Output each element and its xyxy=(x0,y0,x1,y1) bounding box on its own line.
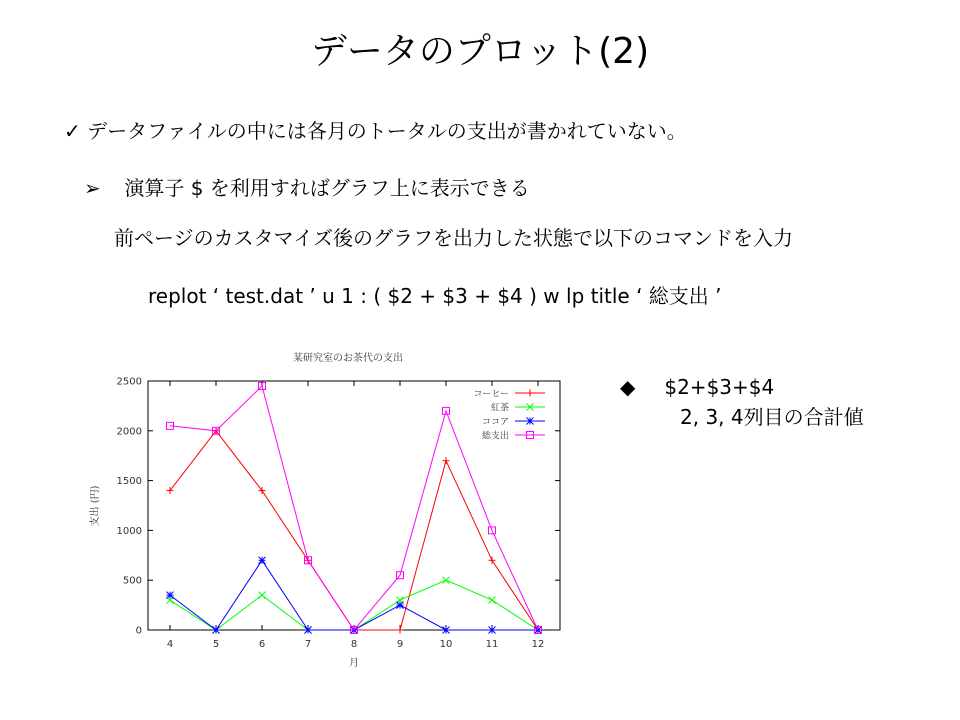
point-star xyxy=(167,592,174,599)
point-cross xyxy=(489,597,496,604)
point-star xyxy=(527,418,534,425)
chart-title: 某研究室のお茶代の支出 xyxy=(293,353,403,364)
series-1 xyxy=(167,427,542,633)
legend-item xyxy=(482,430,545,442)
legend-item xyxy=(473,390,545,400)
series-line xyxy=(170,560,538,630)
x-tick-label: 5 xyxy=(212,639,220,650)
point-cross xyxy=(443,577,450,584)
spending-chart xyxy=(80,346,580,676)
x-tick-label: 12 xyxy=(531,639,545,650)
x-tick-label: 11 xyxy=(485,639,499,650)
note-body-text: 2, 3, 4列目の合計値 xyxy=(680,405,864,429)
bullet-sub-text: 演算子 $ を利用すればグラフ上に表示できる xyxy=(124,176,530,200)
diamond-bullet-icon: ◆ xyxy=(620,375,636,399)
bullet-sub xyxy=(84,174,530,202)
x-tick-label: 8 xyxy=(350,639,358,650)
command-text: replot ‘ test.dat ’ u 1 : ( $2 + $3 + $4 ) w lp title ‘ 総支出 ’ xyxy=(148,284,722,308)
chart-xlabel: 月 xyxy=(349,658,359,669)
series-line xyxy=(170,580,538,630)
point-star xyxy=(489,627,496,634)
point-cross xyxy=(259,592,266,599)
bullet-main xyxy=(64,116,687,146)
legend-item xyxy=(491,402,545,414)
y-tick-label: 2000 xyxy=(116,426,142,438)
x-tick-label: 9 xyxy=(396,639,404,650)
chart-ylabel: 支出 (円) xyxy=(90,485,101,527)
legend-label: ココア xyxy=(481,417,509,428)
bullet-main-text: データファイルの中には各月のトータルの支出が書かれていない。 xyxy=(87,119,687,143)
point-star xyxy=(259,557,266,564)
check-icon: ✓ xyxy=(64,119,81,143)
x-tick-label: 6 xyxy=(258,639,266,650)
series-2 xyxy=(167,577,542,634)
series-3 xyxy=(167,557,542,634)
point-plus xyxy=(527,390,534,397)
legend-label: 総支出 xyxy=(481,431,509,442)
y-tick-label: 2500 xyxy=(116,376,142,388)
legend-label: 紅茶 xyxy=(490,403,509,414)
point-plus xyxy=(489,557,496,564)
x-tick-label: 7 xyxy=(304,639,312,650)
y-tick-label: 1000 xyxy=(116,525,142,537)
chart-legend xyxy=(473,390,545,442)
note-head xyxy=(620,374,774,400)
arrow-bullet-icon: ➢ xyxy=(84,176,101,200)
x-tick-label: 10 xyxy=(439,639,453,650)
point-star xyxy=(443,627,450,634)
instruction-text: 前ページのカスタマイズ後のグラフを出力した状態で以下のコマンドを入力 xyxy=(114,226,793,250)
slide-title: データのプロット(2) xyxy=(310,31,650,72)
point-star xyxy=(397,602,404,609)
x-tick-label: 4 xyxy=(166,639,174,650)
y-tick-label: 500 xyxy=(122,575,142,587)
note-head-text: $2+$3+$4 xyxy=(664,375,775,399)
legend-item xyxy=(482,418,545,428)
point-star xyxy=(305,627,312,634)
y-tick-label: 0 xyxy=(135,625,142,637)
point-plus xyxy=(397,627,404,634)
series-line xyxy=(170,431,538,630)
point-plus xyxy=(443,457,450,464)
legend-label: コーヒー xyxy=(473,389,509,400)
y-tick-label: 1500 xyxy=(116,476,142,488)
point-star xyxy=(213,627,220,634)
